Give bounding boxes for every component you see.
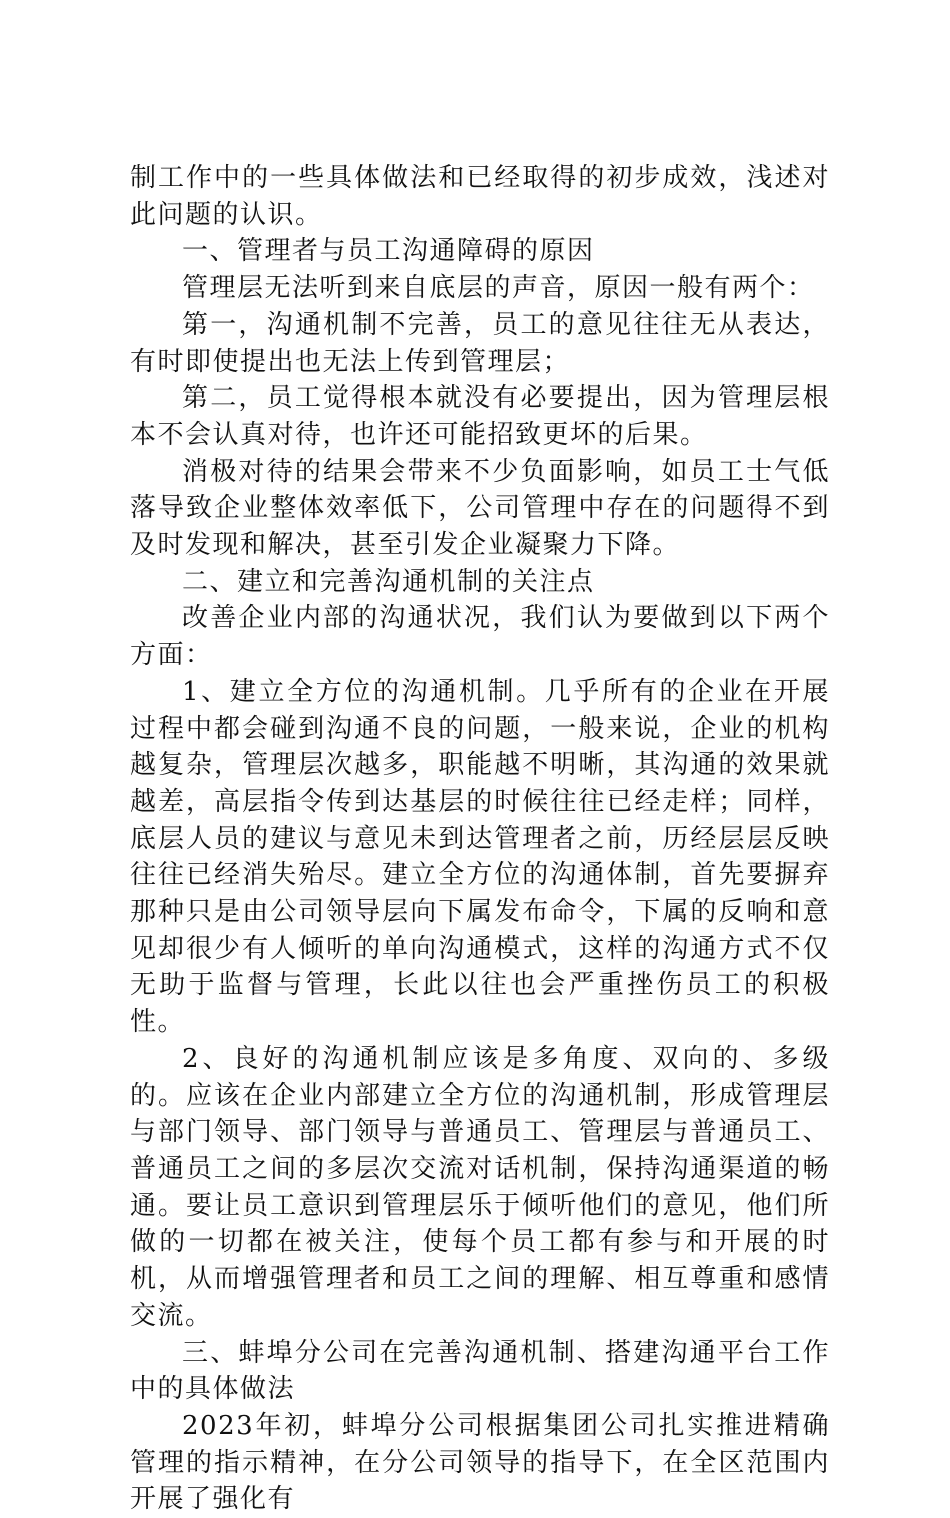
- paragraph: 消极对待的结果会带来不少负面影响，如员工士气低落导致企业整体效率低下，公司管理中存在的问题得不到及时发现和解决，甚至引发企业凝聚力下降。: [130, 456, 830, 561]
- paragraph-continuation: 制工作中的一些具体做法和已经取得的初步成效，浅述对此问题的认识。: [130, 163, 830, 230]
- paragraph: 改善企业内部的沟通状况，我们认为要做到以下两个方面：: [130, 603, 830, 671]
- section-heading-2: 二、建立和完善沟通机制的关注点: [182, 566, 595, 597]
- paragraph: 2、良好的沟通机制应该是多角度、双向的、多级的。应该在企业内部建立全方位的沟通机制，形成管理层与部门领导、部门领导与普通员工、管理层与普通员工、普通员工之间的多层次交流对话机制，保持沟通渠道的畅通。要让员工意识到管理层乐于倾听他们的意见，他们所做的一切都在被关注，使每个员工都有参与和开展的时机，从而增强管理者和员工之间的理解、相互尊重和感情交流。: [130, 1043, 830, 1331]
- paragraph: 第二，员工觉得根本就没有必要提出，因为管理层根本不会认真对待，也许还可能招致更坏的后果。: [130, 383, 830, 450]
- paragraph: 2023年初，蚌埠分公司根据集团公司扎实推进精确管理的指示精神，在分公司领导的指导下，在全区范围内开展了强化有: [130, 1410, 830, 1515]
- document-body: [130, 160, 830, 1518]
- paragraph: 管理层无法听到来自底层的声音，原因一般有两个：: [182, 273, 815, 304]
- section-heading-3: 三、蚌埠分公司在完善沟通机制、搭建沟通平台工作中的具体做法: [130, 1337, 830, 1405]
- paragraph: 1、建立全方位的沟通机制。几乎所有的企业在开展过程中都会碰到沟通不良的问题，一般来说，企业的机构越复杂，管理层次越多，职能越不明晰，其沟通的效果就越差，高层指令传到达基层的时候往往已经走样；同样，底层人员的建议与意见未到达管理者之前，历经层层反映往往已经消失殆尽。建立全方位的沟通体制，首先要摒弃那种只是由公司领导层向下属发布命令，下属的反响和意见却很少有人倾听的单向沟通模式，这样的沟通方式不仅无助于监督与管理，长此以往也会严重挫伤员工的积极性。: [130, 676, 830, 1038]
- section-heading-1: 一、管理者与员工沟通障碍的原因: [182, 236, 595, 267]
- paragraph: 第一，沟通机制不完善，员工的意见往往无从表达，有时即使提出也无法上传到管理层；: [130, 309, 830, 377]
